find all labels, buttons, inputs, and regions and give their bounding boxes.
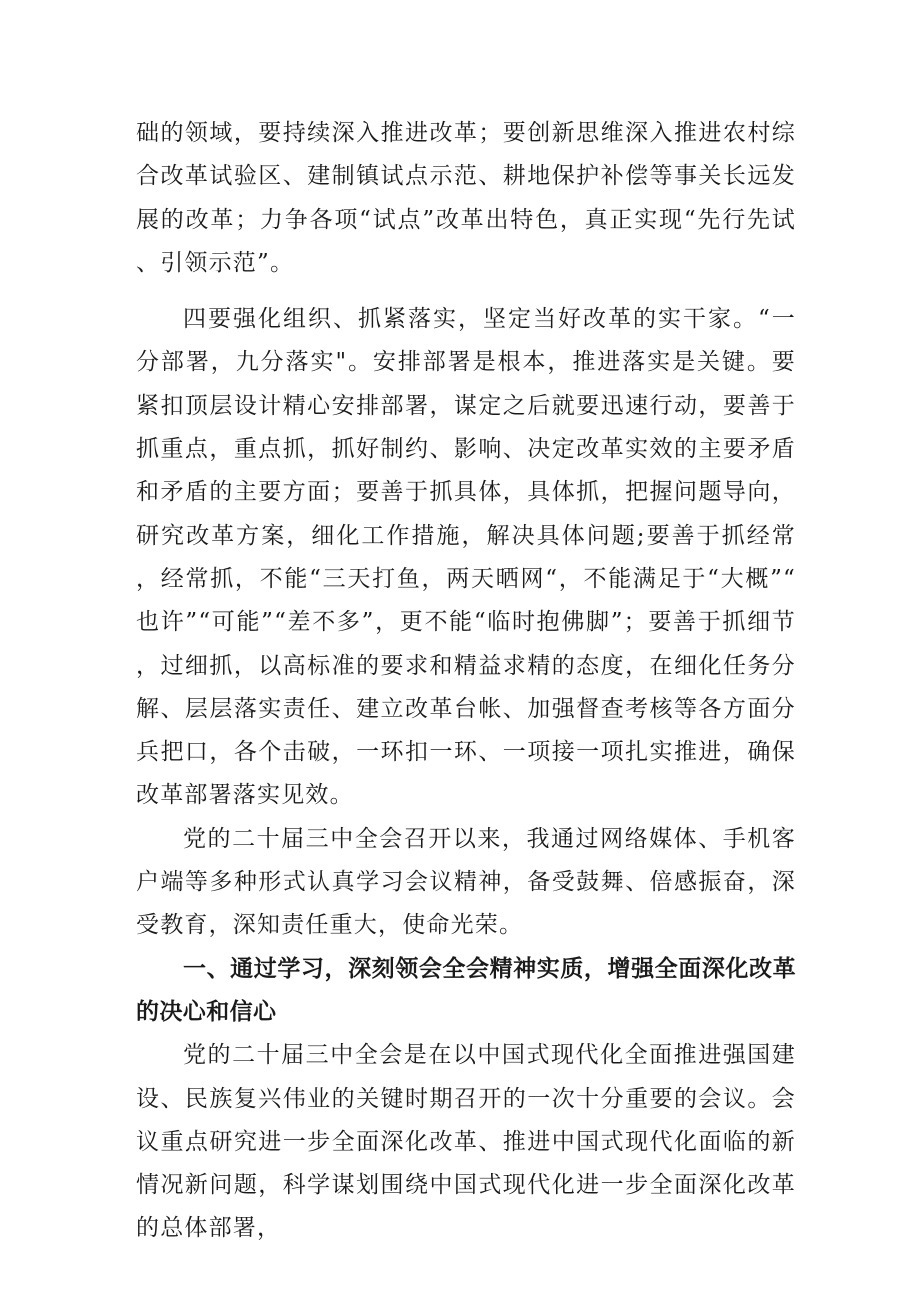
paragraph-continuation: 础的领域，要持续深入推进改革；要创新思维深入推进农村综合改革试验区、建制镇试点示范、耕地保护补偿等事关长远发展的改革；力争各项“试点”改革出特色，真正实现“先行先试、引领示范”。 bbox=[136, 120, 796, 276]
paragraph-four-requirements: 四要强化组织、抓紧落实，坚定当好改革的实干家。“一分部署，九分落实"。安排部署是根本，推进落实是关键。要紧扣顶层设计精心安排部署，谋定之后就要迅速行动，要善于抓重点，重点抓，抓好制约、影响、决定改革实效的主要矛盾和矛盾的主要方面；要善于抓具体，具体抓，把握问题导向，研究改革方案，细化工作措施，解决具体问题;要善于抓经常，经常抓，不能“三天打鱼，两天晒网“，不能满足于“大概”“也许”“可能”“差不多”，更不能“临时抱佛脚”；要善于抓细节，过细抓，以高标准的要求和精益求精的态度，在细化任务分解、层层落实责任、建立改革台帐、加强督查考核等各方面分兵把口，各个击破，一环扣一环、一项接一项扎实推进，确保改革部署落实见效。 bbox=[136, 306, 796, 809]
section-heading-one: 一、通过学习，深刻领会全会精神实质，增强全面深化改革的决心和信心 bbox=[136, 955, 796, 1025]
paragraph-study-intro: 党的二十届三中全会召开以来，我通过网络媒体、手机客户端等多种形式认真学习会议精神，备受鼓舞、倍感振奋，深受教育，深知责任重大，使命光荣。 bbox=[136, 825, 796, 939]
paragraph-plenum-summary: 党的二十届三中全会是在以中国式现代化全面推进强国建设、民族复兴伟业的关键时期召开的一次十分重要的会议。会议重点研究进一步全面深化改革、推进中国式现代化面临的新情况新问题，科学谋划围绕中国式现代化进一步全面深化改革的总体部署， bbox=[136, 1042, 796, 1242]
document-body bbox=[136, 112, 796, 1251]
